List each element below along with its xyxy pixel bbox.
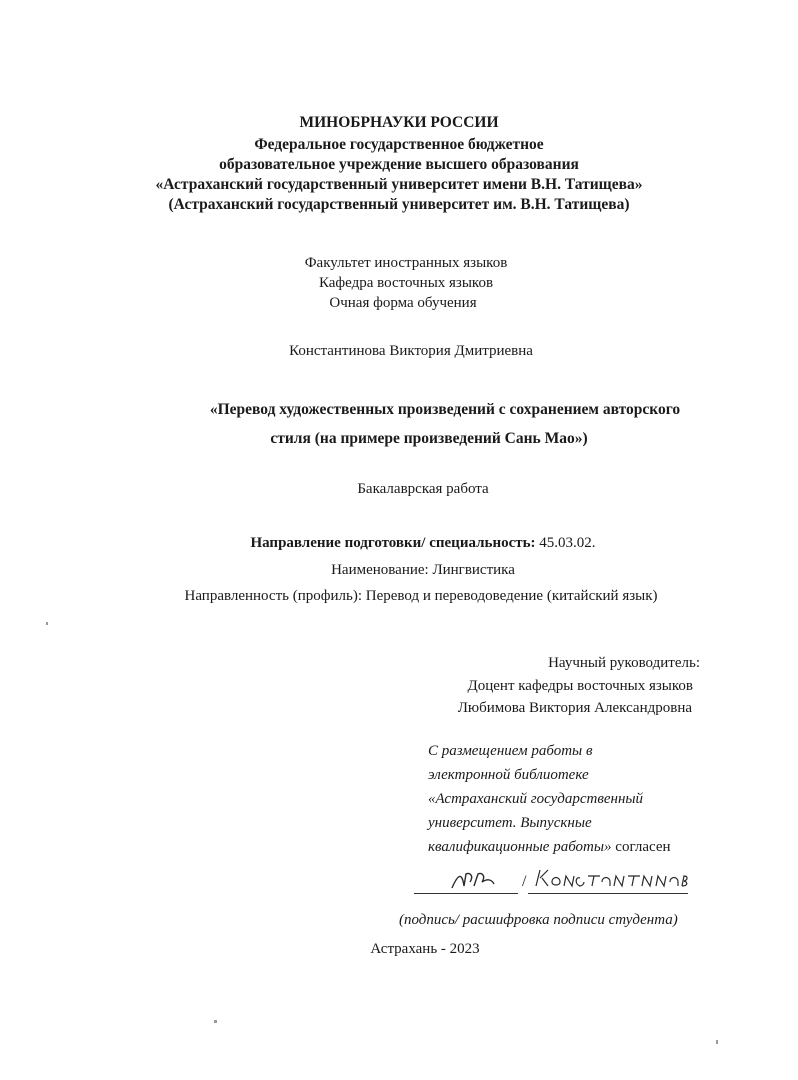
consent-line-1: С размещением работы в <box>428 743 593 759</box>
consent-line-3: «Астраханский государственный <box>428 791 644 807</box>
consent-line-5-italic: квалификационные работы» <box>428 839 612 855</box>
header-line-3: «Астраханский государственный университет имени В.Н. Татищева» <box>155 176 643 193</box>
signature-mark <box>448 868 498 894</box>
direction-line <box>24 535 798 552</box>
direction-profile: Направленность (профиль): Перевод и переводоведение (китайский язык) <box>184 588 658 604</box>
direction-label: Направление подготовки/ специальность: <box>250 535 536 551</box>
direction-name: Наименование: Лингвистика <box>331 562 515 578</box>
supervisor-position: Доцент кафедры восточных языков <box>467 678 693 694</box>
study-form: Очная форма обучения <box>329 295 477 311</box>
supervisor-name: Любимова Виктория Александровна <box>457 700 692 716</box>
scan-speck <box>214 1020 217 1023</box>
thesis-title-line-2: стиля (на примере произведений Сань Мао») <box>270 430 588 447</box>
header-line-1: Федеральное государственное бюджетное <box>254 136 544 153</box>
header-line-2: образовательное учреждение высшего образования <box>219 156 579 173</box>
department-name: Кафедра восточных языков <box>318 275 494 291</box>
consent-line-4: университет. Выпускные <box>428 815 592 831</box>
header-line-4: (Астраханский государственный университет им. В.Н. Татищева) <box>168 196 630 213</box>
thesis-title-line-1: «Перевод художественных произведений с сохранением авторского <box>209 401 681 418</box>
handwritten-name <box>530 864 690 894</box>
signature-separator: / <box>522 873 527 890</box>
consent-agree: согласен <box>611 839 671 855</box>
work-type: Бакалаврская работа <box>357 481 489 497</box>
direction-code: 45.03.02. <box>539 535 596 551</box>
consent-line-2: электронной библиотеке <box>428 767 589 783</box>
city-year: Астрахань - 2023 <box>370 941 480 957</box>
faculty-name: Факультет иностранных языков <box>304 255 508 271</box>
scan-speck <box>46 622 48 625</box>
signature-caption: (подпись/ расшифровка подписи студента) <box>399 912 678 928</box>
consent-line-5 <box>428 839 671 856</box>
supervisor-label: Научный руководитель: <box>548 655 700 671</box>
ministry-title: МИНОБРНАУКИ РОССИИ <box>299 114 499 131</box>
author-name: Константинова Виктория Дмитриевна <box>289 343 533 359</box>
scan-speck <box>716 1040 718 1044</box>
